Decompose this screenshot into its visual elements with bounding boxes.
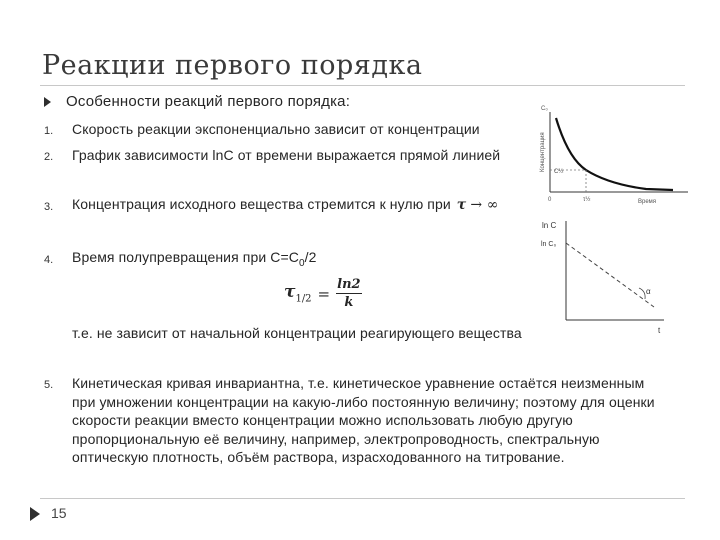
slide-title: Реакции первого порядка xyxy=(42,50,423,81)
item-number: 4. xyxy=(44,254,54,266)
item5-line: при умножении концентрации на какую-либо постоянную величину; поэтому для оценки xyxy=(72,393,655,410)
item-number: 5. xyxy=(44,379,54,391)
item-number: 3. xyxy=(44,201,54,213)
lnc-vs-time-figure xyxy=(536,215,676,340)
formula-fraction xyxy=(336,277,361,310)
formula-numerator: ln2 xyxy=(337,277,361,292)
item-text: Концентрация исходного вещества стремится к нулю при xyxy=(72,196,451,212)
fig1-c0-label: C₀ xyxy=(541,106,548,112)
concentration-decay-figure xyxy=(528,100,698,212)
item5-line: Кинетическая кривая инвариантна, т.е. кинетическое уравнение остаётся неизменным xyxy=(72,375,645,391)
fig2-y-label: ln C xyxy=(542,221,557,230)
item5-line: оптическую плотность, объём раствора, израсходованного на титрование. xyxy=(72,449,565,465)
item-text-4 xyxy=(72,249,317,269)
fig1-tick-half: τ½ xyxy=(583,197,591,203)
fig2-line xyxy=(566,243,654,307)
item-number: 2. xyxy=(44,151,54,163)
subscript: 0 xyxy=(298,257,305,269)
half-life-formula xyxy=(284,277,362,310)
formula-tau: τ xyxy=(284,282,296,303)
fig1-tick-0: 0 xyxy=(548,197,552,203)
intro-bullet xyxy=(44,93,350,110)
item-text: Время полупревращения при С=С xyxy=(72,249,299,265)
fig1-decay-curve xyxy=(556,118,673,190)
item-text: /2 xyxy=(304,249,317,265)
footer-divider xyxy=(40,498,685,499)
title-divider xyxy=(40,85,685,86)
formula-equals: = xyxy=(317,284,331,303)
slide-number: 15 xyxy=(51,505,67,521)
bullet-arrow-icon xyxy=(44,97,51,107)
fig2-y0-label: ln C₀ xyxy=(541,241,557,248)
item-text-3 xyxy=(72,196,498,213)
formula-lhs xyxy=(284,282,312,304)
item5-line: скорости реакции вместо концентрации можно использовать любую другую xyxy=(72,412,573,428)
intro-text: Особенности реакций первого порядка: xyxy=(66,93,351,110)
tau-symbol: τ xyxy=(456,197,467,213)
item-text: Скорость реакции экспоненциально зависит от концентрации xyxy=(72,121,480,137)
item-text: График зависимости lnC от времени выражается прямой линией xyxy=(72,147,501,163)
infinity-arrow: → ∞ xyxy=(470,197,499,213)
item-number: 1. xyxy=(44,125,54,137)
item5-line: пропорциональную её величину, например, электропроводность, спектральную xyxy=(72,430,600,447)
fig1-y-label: Концентрация xyxy=(540,132,546,172)
fig1-chalf-label: C½ xyxy=(554,169,564,175)
slide-arrow-icon xyxy=(30,507,40,521)
formula-sub: 1/2 xyxy=(295,293,312,305)
formula-note: т.е. не зависит от начальной концентрации реагирующего вещества xyxy=(72,325,522,341)
fig2-x-label: t xyxy=(658,326,661,335)
fig1-x-label: Время xyxy=(638,199,657,205)
formula-denominator: k xyxy=(344,295,354,310)
fig2-angle-label: α xyxy=(646,287,651,296)
item-5-text xyxy=(72,374,688,467)
